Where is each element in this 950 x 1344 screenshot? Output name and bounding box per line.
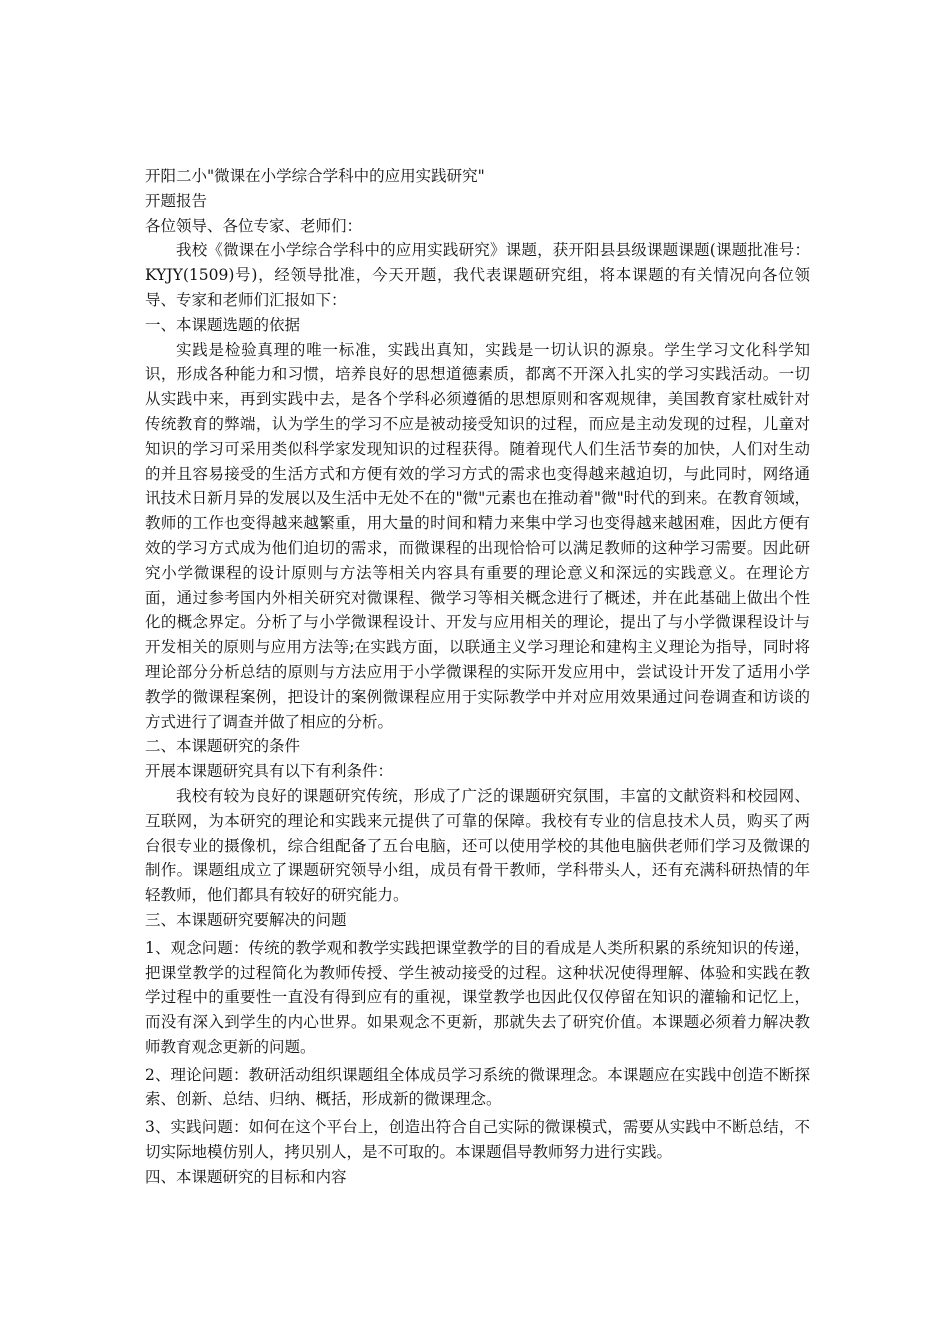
section-2-lead: 开展本课题研究具有以下有利条件：	[145, 762, 394, 781]
document-body	[145, 164, 810, 1190]
section-3-item-2: 2、理论问题：教研活动组织课题组全体成员学习系统的微课理念。本课题应在实践中创造不断探索、创新、总结、归纳、概括，形成新的微课理念。	[145, 1065, 810, 1109]
document-subtitle: 开题报告	[145, 191, 208, 210]
salutation: 各位领导、各位专家、老师们：	[145, 216, 363, 235]
section-1-body: 实践是检验真理的唯一标准，实践出真知，实践是一切认识的源泉。学生学习文化科学知识，形成各种能力和习惯，培养良好的思想道德素质，都离不开深入扎实的学习实践活动。一切从实践中来，再到实践中去，是各个学科必须遵循的思想原则和客观规律，美国教育家杜威针对传统教育的弊端，认为学生的学习不应是被动接受知识的过程，而应是主动发现的过程，儿童对知识的学习可采用类似科学家发现知识的过程获得。随着现代人们生活节奏的加快，人们对生动的并且容易接受的生活方式和方便有效的学习方式的需求也变得越来越迫切，与此同时，网络通讯技术日新月异的发展以及生活中无处不在的"微"元素也在推动着"微"时代的到来。在教育领域，教师的工作也变得越来越繁重，用大量的时间和精力来集中学习也变得越来越困难，因此方便有效的学习方式成为他们迫切的需求，而微课程的出现恰恰可以满足教师的这种学习需要。因此研究小学微课程的设计原则与方法等相关内容具有重要的理论意义和深远的实践意义。在理论方面，通过参考国内外相关研究对微课程、微学习等相关概念进行了概述，并在此基础上做出个性化的概念界定。分析了与小学微课程设计、开发与应用相关的理论，提出了与小学微课程设计与开发相关的原则与应用方法等;在实践方面，以联通主义学习理论和建构主义理论为指导，同时将理论部分分析总结的原则与方法应用于小学微课程的实际开发应用中，尝试设计开发了适用小学教学的微课程案例，把设计的案例微课程应用于实际教学中并对应用效果通过问卷调查和访谈的方式进行了调查并做了相应的分析。	[145, 340, 810, 731]
intro-paragraph: 我校《微课在小学综合学科中的应用实践研究》课题，获开阳县县级课题课题(课题批准号：KYJY(1509)号)，经领导批准，今天开题，我代表课题研究组，将本课题的有关情况向各位领导、专家和老师们汇报如下：	[145, 241, 810, 309]
section-2-body: 我校有较为良好的课题研究传统，形成了广泛的课题研究氛围，丰富的文献资料和校园网、互联网，为本研究的理论和实践来元提供了可靠的保障。我校有专业的信息技术人员，购买了两台很专业的摄像机，综合组配备了五台电脑，还可以使用学校的其他电脑供老师们学习及微课的制作。课题组成立了课题研究领导小组，成员有骨干教师，学科带头人，还有充满科研热情的年轻教师，他们都具有较好的研究能力。	[145, 786, 810, 905]
section-3-item-1: 1、观念问题：传统的教学观和教学实践把课堂教学的目的看成是人类所积累的系统知识的传递，把课堂教学的过程简化为教师传授、学生被动接受的过程。这种状况使得理解、体验和实践在教学过程中的重要性一直没有得到应有的重视，课堂教学也因此仅仅停留在知识的灌输和记忆上，而没有深入到学生的内心世界。如果观念不更新，那就失去了研究价值。本课题必须着力解决教师教育观念更新的问题。	[145, 938, 810, 1056]
section-4-heading: 四、本课题研究的目标和内容	[145, 1167, 347, 1186]
section-1-heading: 一、本课题选题的依据	[145, 315, 301, 334]
section-3-item-3: 3、实践问题：如何在这个平台上，创造出符合自己实际的微课模式，需要从实践中不断总结，不切实际地模仿别人，拷贝别人，是不可取的。本课题倡导教师努力进行实践。	[145, 1118, 810, 1162]
section-3-heading: 三、本课题研究要解决的问题	[145, 910, 347, 929]
section-2-heading: 二、本课题研究的条件	[145, 737, 301, 756]
document-title: 开阳二小"微课在小学综合学科中的应用实践研究"	[145, 167, 485, 185]
